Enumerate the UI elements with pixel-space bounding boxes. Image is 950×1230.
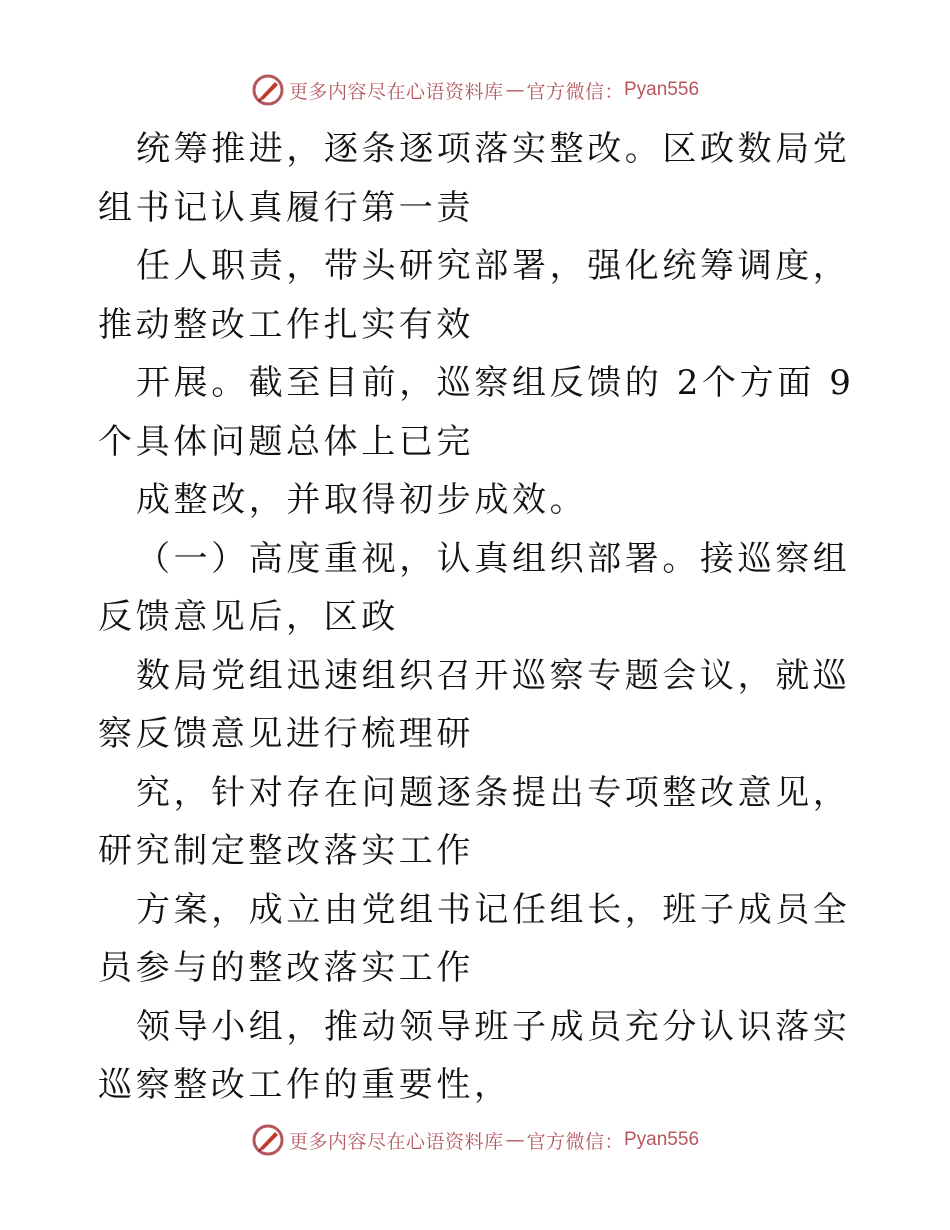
watermark-wechat-label: 官方微信：: [526, 80, 624, 103]
watermark-wechat-id: Pyan556: [624, 1129, 700, 1150]
quill-logo-icon: [251, 73, 285, 107]
paragraph: [98, 237, 858, 354]
paragraph-text: 数局党组迅速组织召开巡察专题会议，就巡察反馈意见进行梳理研: [98, 655, 851, 754]
paragraph-text: 究，针对存在问题逐条提出专项整改意见，研究制定整改落实工作: [98, 772, 851, 871]
paragraph: [98, 881, 858, 998]
watermark-separator: —: [505, 79, 525, 101]
paragraph-text: 方案，成立由党组书记任组长，班子成员全员参与的整改落实工作: [98, 889, 851, 988]
quill-logo-icon: [251, 1123, 285, 1157]
paragraph: [98, 354, 858, 471]
paragraph-text: （一）高度重视，认真组织部署。接巡察组反馈意见后，区政: [98, 538, 851, 637]
paragraph: [98, 647, 858, 764]
header-watermark: [0, 70, 950, 110]
footer-watermark: [0, 1120, 950, 1160]
paragraph-text: 开展。截至目前，巡察组反馈的 2个方面 9个具体问题总体上已完: [98, 363, 855, 462]
watermark-site-text: 更多内容尽在心语资料库: [288, 1130, 504, 1153]
paragraph-text: 任人职责，带头研究部署，强化统筹调度，推动整改工作扎实有效: [98, 246, 851, 345]
watermark-wechat-label: 官方微信：: [526, 1130, 624, 1153]
paragraph-text: 统筹推进，逐条逐项落实整改。区政数局党组书记认真履行第一责: [98, 129, 851, 228]
paragraph: [98, 120, 858, 237]
paragraph: [98, 764, 858, 881]
document-body: [98, 120, 858, 1115]
watermark-wechat-id: Pyan556: [624, 79, 700, 100]
watermark-site-text: 更多内容尽在心语资料库: [288, 80, 504, 103]
paragraph: [98, 471, 858, 530]
paragraph: [98, 998, 858, 1115]
paragraph-text: 成整改，并取得初步成效。: [136, 480, 588, 520]
paragraph: [98, 530, 858, 647]
watermark-separator: —: [505, 1129, 525, 1151]
paragraph-text: 领导小组，推动领导班子成员充分认识落实巡察整改工作的重要性，: [98, 1006, 851, 1105]
